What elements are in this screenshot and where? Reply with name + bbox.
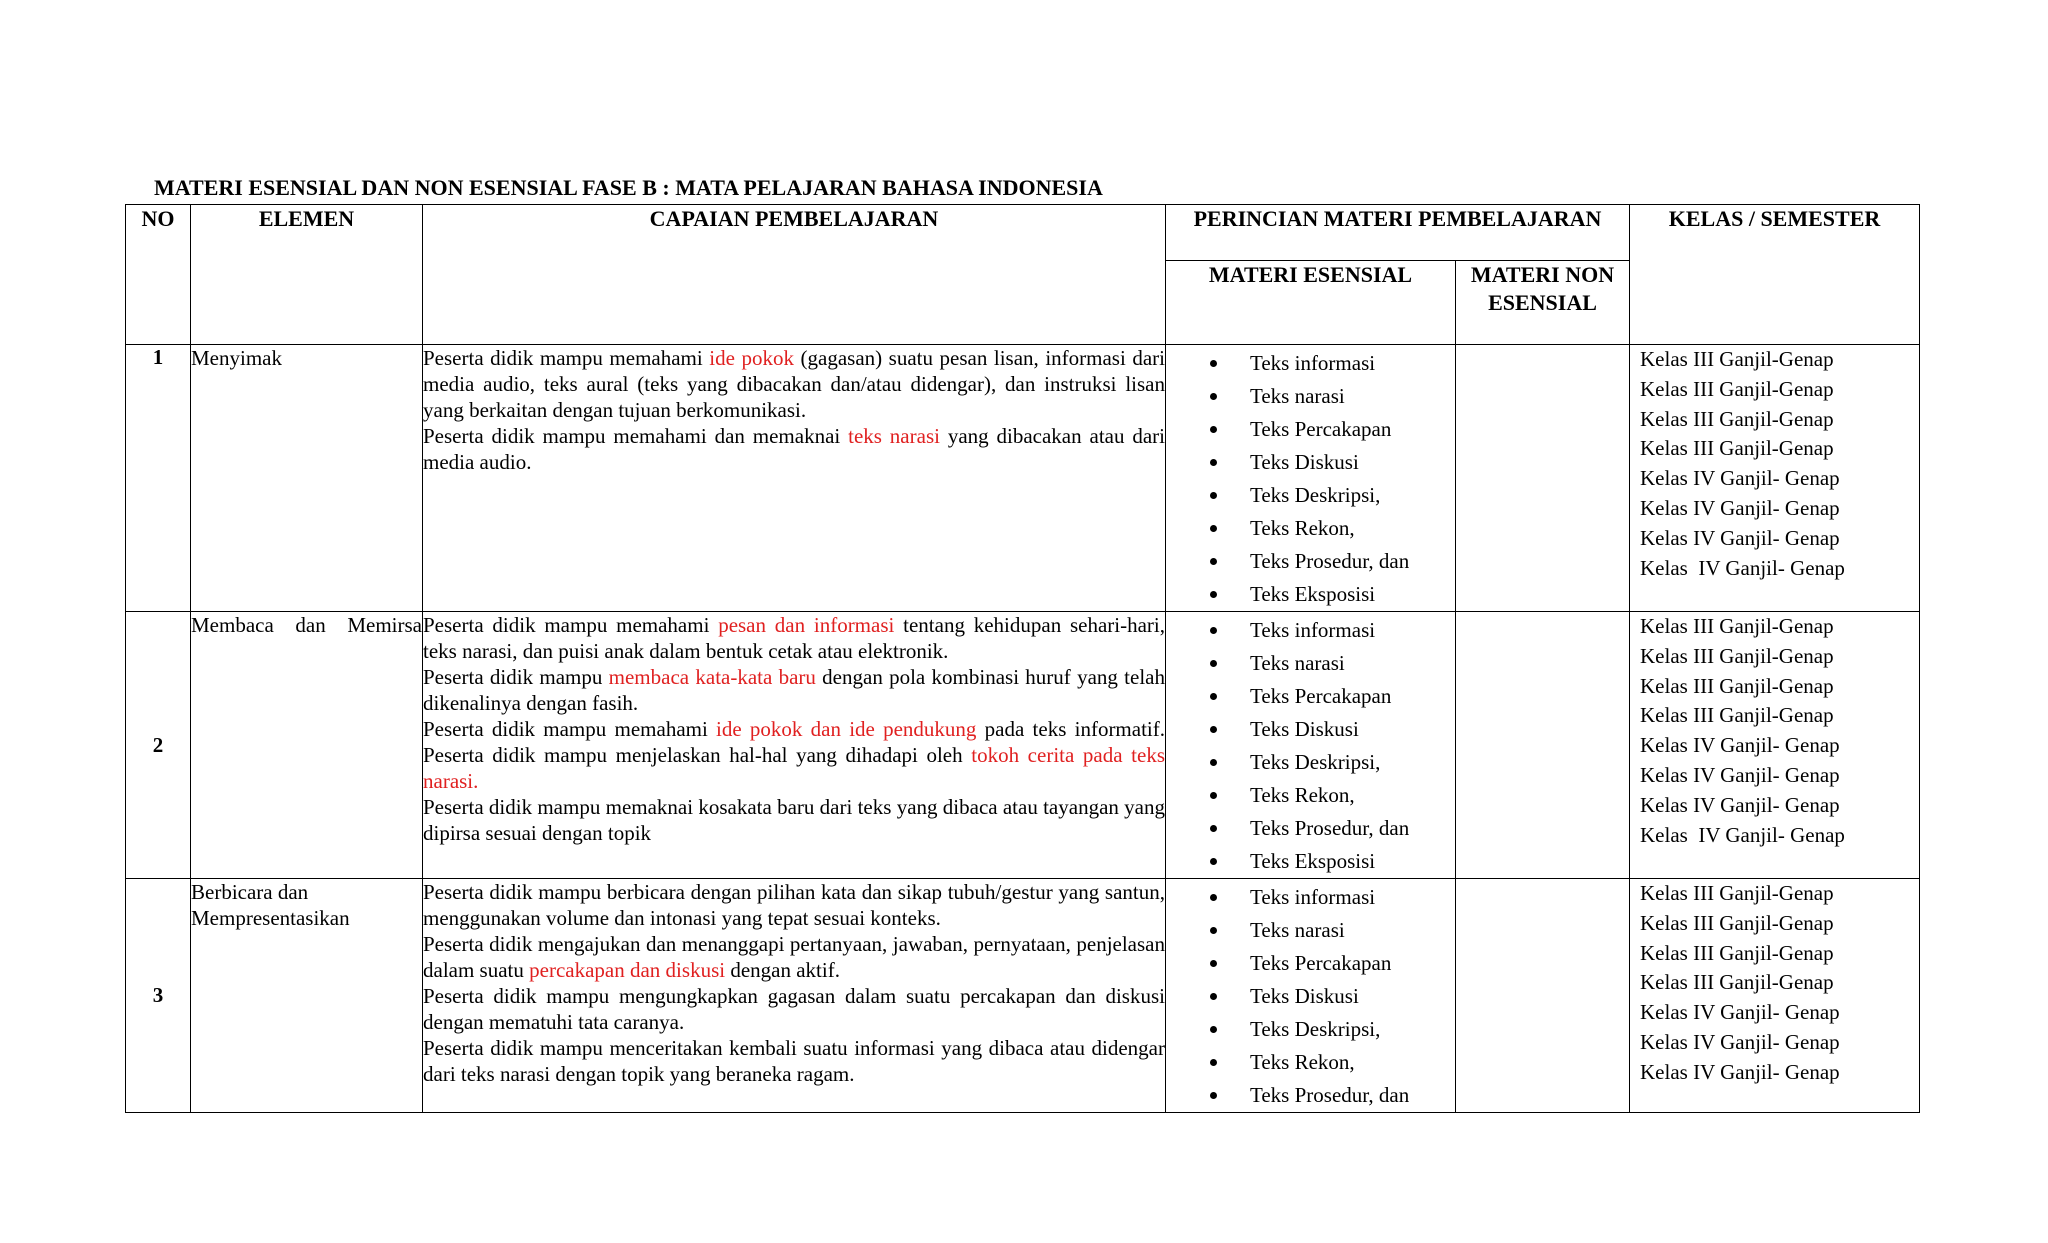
capaian-paragraph — [423, 423, 1165, 475]
materi-label: Teks Diskusi — [1250, 717, 1359, 741]
materi-label: Teks Deskripsi, — [1250, 1017, 1381, 1041]
bullet-icon — [1210, 693, 1217, 700]
highlighted-phrase: membaca kata-kata baru — [608, 665, 816, 689]
materi-label: Teks informasi — [1250, 351, 1376, 375]
list-item — [1166, 947, 1455, 980]
capaian-text: dengan pola kombinasi huruf yang telah dikenalinya dengan fasih. — [423, 665, 1165, 715]
table-body — [126, 345, 1920, 1113]
capaian-paragraph — [423, 794, 1165, 846]
capaian-text: Peserta didik mampu memahami — [423, 346, 710, 370]
capaian-text: pada teks informatif. Peserta didik mampu menjelaskan hal-hal yang dihadapi oleh — [423, 717, 1165, 767]
materi-label: Teks Deskripsi, — [1250, 483, 1381, 507]
list-item — [1166, 812, 1455, 845]
materi-esensial-cell — [1166, 879, 1456, 1113]
capaian-text: Peserta didik mampu memahami — [423, 613, 719, 637]
materi-label: Teks informasi — [1250, 885, 1376, 909]
elemen-cell — [191, 879, 423, 1113]
list-item — [1166, 545, 1455, 578]
bullet-icon — [1210, 492, 1217, 499]
materi-label: Teks Eksposisi — [1250, 849, 1376, 873]
kelas-item: Kelas III Ganjil-Genap — [1640, 347, 1834, 371]
list-item — [1166, 914, 1455, 947]
kelas-item: Kelas IV Ganjil- Genap — [1640, 822, 1845, 847]
capaian-paragraph — [423, 716, 1165, 794]
list-item — [1166, 1013, 1455, 1046]
list-item — [1166, 578, 1455, 611]
list-item — [1166, 380, 1455, 413]
materi-label: Teks Diskusi — [1250, 450, 1359, 474]
kelas-item: Kelas III Ganjil-Genap — [1640, 436, 1834, 461]
header-elemen: ELEMEN — [191, 205, 423, 345]
capaian-text: (gagasan) suatu pesan lisan, informasi dari media audio, teks aural (teks yang dibacakan dan/atau didengar), dan instruksi lisan yang berkaitan dengan tujuan berkomunikasi. — [423, 346, 1166, 422]
materi-non-esensial-cell — [1456, 345, 1630, 612]
list-item — [1166, 713, 1455, 746]
bullet-icon — [1210, 792, 1217, 799]
materi-label: Teks Prosedur, dan — [1250, 549, 1410, 573]
kelas-cell — [1630, 345, 1920, 612]
header-perincian: PERINCIAN MATERI PEMBELAJARAN — [1166, 205, 1630, 261]
materi-label: Teks Deskripsi, — [1250, 750, 1381, 774]
capaian-paragraph — [423, 931, 1165, 983]
header-capaian: CAPAIAN PEMBELAJARAN — [423, 205, 1166, 345]
materi-label: Teks narasi — [1250, 918, 1345, 942]
kelas-item: Kelas III Ganjil-Genap — [1640, 614, 1834, 638]
capaian-paragraph — [423, 345, 1165, 423]
kelas-item: Kelas IV Ganjil- Genap — [1640, 1059, 1840, 1084]
list-item — [1166, 446, 1455, 479]
list-item — [1166, 779, 1455, 812]
kelas-item: Kelas IV Ganjil- Genap — [1640, 1029, 1840, 1054]
bullet-icon — [1210, 591, 1217, 598]
list-item — [1166, 647, 1455, 680]
bullet-icon — [1210, 858, 1217, 865]
kelas-item: Kelas III Ganjil-Genap — [1640, 940, 1834, 965]
kelas-item: Kelas IV Ganjil- Genap — [1640, 792, 1840, 817]
materi-label: Teks Prosedur, dan — [1250, 1083, 1410, 1107]
highlighted-phrase: pesan dan informasi — [718, 613, 895, 637]
row-number: 2 — [126, 612, 191, 879]
table-header — [126, 205, 1920, 345]
materi-label: Teks Percakapan — [1250, 417, 1392, 441]
capaian-text: yang dibacakan atau dari media audio. — [423, 424, 1165, 474]
header-kelas: KELAS / SEMESTER — [1630, 205, 1920, 345]
materi-label: Teks Diskusi — [1250, 984, 1359, 1008]
capaian-text: Peserta didik mampu berbicara dengan pilihan kata dan sikap tubuh/gestur yang santun, menggunakan volume dan intonasi yang tepat sesuai konteks. — [423, 880, 1165, 930]
header-materi-non-esensial: MATERI NON ESENSIAL — [1456, 261, 1630, 345]
materi-label: Teks Rekon, — [1250, 783, 1355, 807]
bullet-icon — [1210, 660, 1217, 667]
list-item — [1166, 980, 1455, 1013]
materi-esensial-cell — [1166, 612, 1456, 879]
kelas-item: Kelas III Ganjil-Genap — [1640, 643, 1834, 668]
capaian-text: dengan aktif. — [725, 958, 840, 982]
materi-label: Teks Eksposisi — [1250, 582, 1376, 606]
capaian-paragraph — [423, 983, 1165, 1035]
kelas-item: Kelas IV Ganjil- Genap — [1640, 466, 1840, 491]
kelas-cell — [1630, 612, 1920, 879]
highlighted-phrase: ide pokok — [709, 346, 794, 370]
kelas-item: Kelas III Ganjil-Genap — [1640, 970, 1834, 995]
kelas-item: Kelas III Ganjil-Genap — [1640, 703, 1834, 728]
capaian-cell — [423, 879, 1166, 1113]
highlighted-phrase: percakapan dan diskusi — [529, 958, 726, 982]
bullet-icon — [1210, 627, 1217, 634]
list-item — [1166, 512, 1455, 545]
elemen-cell — [191, 345, 423, 612]
elemen-text: Berbicara dan Mempresentasikan — [191, 880, 350, 930]
highlighted-phrase: tokoh cerita pada teks narasi. — [423, 743, 1165, 793]
bullet-icon — [1210, 927, 1217, 934]
kelas-item: Kelas IV Ganjil- Genap — [1640, 733, 1840, 758]
kelas-item: Kelas IV Ganjil- Genap — [1640, 762, 1840, 787]
bullet-icon — [1210, 360, 1217, 367]
list-item — [1166, 881, 1455, 914]
list-item — [1166, 845, 1455, 878]
bullet-icon — [1210, 1026, 1217, 1033]
capaian-cell — [423, 345, 1166, 612]
bullet-icon — [1210, 393, 1217, 400]
capaian-paragraph — [423, 612, 1165, 664]
kelas-item: Kelas IV Ganjil- Genap — [1640, 495, 1840, 520]
materi-label: Teks narasi — [1250, 384, 1345, 408]
list-item — [1166, 413, 1455, 446]
list-item — [1166, 746, 1455, 779]
materi-label: Teks narasi — [1250, 651, 1345, 675]
bullet-icon — [1210, 759, 1217, 766]
capaian-text: Peserta didik mampu memahami — [423, 717, 717, 741]
capaian-text: Peserta didik mampu memahami dan memaknai — [423, 424, 849, 448]
capaian-text: tentang kehidupan sehari-hari, teks narasi, dan puisi anak dalam bentuk cetak atau elektronik. — [423, 613, 1165, 663]
capaian-paragraph — [423, 1035, 1165, 1087]
page-title: MATERI ESENSIAL DAN NON ESENSIAL FASE B : MATA PELAJARAN BAHASA INDONESIA — [154, 175, 1103, 200]
capaian-paragraph — [423, 879, 1165, 931]
materi-label: Teks informasi — [1250, 618, 1376, 642]
list-item — [1166, 1079, 1455, 1112]
capaian-text: Peserta didik mengajukan dan menanggapi pertanyaan, jawaban, pernyataan, penjelasan dalam suatu — [423, 932, 1165, 982]
kelas-item: Kelas IV Ganjil- Genap — [1640, 525, 1840, 550]
capaian-cell — [423, 612, 1166, 879]
header-no: NO — [126, 205, 191, 345]
table-row — [126, 879, 1920, 1113]
elemen-text: Membaca dan Memirsa — [191, 613, 422, 637]
kelas-item: Kelas III Ganjil-Genap — [1640, 376, 1834, 401]
kelas-cell — [1630, 879, 1920, 1113]
materi-label: Teks Percakapan — [1250, 951, 1392, 975]
bullet-icon — [1210, 558, 1217, 565]
highlighted-phrase: teks narasi — [848, 424, 940, 448]
materi-non-esensial-cell — [1456, 879, 1630, 1113]
list-item — [1166, 680, 1455, 713]
elemen-cell — [191, 612, 423, 879]
capaian-paragraph — [423, 664, 1165, 716]
kelas-item: Kelas IV Ganjil- Genap — [1640, 555, 1845, 580]
kelas-item: Kelas III Ganjil-Genap — [1640, 881, 1834, 905]
bullet-icon — [1210, 726, 1217, 733]
bullet-icon — [1210, 1092, 1217, 1099]
list-item — [1166, 1046, 1455, 1079]
list-item — [1166, 614, 1455, 647]
table-row — [126, 345, 1920, 612]
capaian-text: Peserta didik mampu — [423, 665, 609, 689]
materi-non-esensial-cell — [1456, 612, 1630, 879]
bullet-icon — [1210, 894, 1217, 901]
capaian-text: Peserta didik mampu menceritakan kembali suatu informasi yang dibaca atau didengar dari teks narasi dengan topik yang beraneka ragam. — [423, 1036, 1165, 1086]
bullet-icon — [1210, 1059, 1217, 1066]
elemen-text: Menyimak — [191, 346, 282, 370]
row-number: 1 — [126, 345, 191, 612]
bullet-icon — [1210, 525, 1217, 532]
capaian-text: Peserta didik mampu mengungkapkan gagasan dalam suatu percakapan dan diskusi dengan mematuhi tata caranya. — [423, 984, 1165, 1034]
list-item — [1166, 347, 1455, 380]
bullet-icon — [1210, 426, 1217, 433]
row-number: 3 — [126, 879, 191, 1113]
materi-label: Teks Percakapan — [1250, 684, 1392, 708]
list-item — [1166, 479, 1455, 512]
table-row — [126, 612, 1920, 879]
highlighted-phrase: ide pokok dan ide pendukung — [716, 717, 977, 741]
header-materi-esensial: MATERI ESENSIAL — [1166, 261, 1456, 345]
kelas-item: Kelas IV Ganjil- Genap — [1640, 1000, 1840, 1025]
materi-esensial-cell — [1166, 345, 1456, 612]
bullet-icon — [1210, 459, 1217, 466]
materi-label: Teks Rekon, — [1250, 1050, 1355, 1074]
materi-table — [125, 204, 1920, 1113]
kelas-item: Kelas III Ganjil-Genap — [1640, 673, 1834, 698]
materi-label: Teks Rekon, — [1250, 516, 1355, 540]
bullet-icon — [1210, 825, 1217, 832]
kelas-item: Kelas III Ganjil-Genap — [1640, 406, 1834, 431]
kelas-item: Kelas III Ganjil-Genap — [1640, 910, 1834, 935]
bullet-icon — [1210, 960, 1217, 967]
capaian-text: Peserta didik mampu memaknai kosakata baru dari teks yang dibaca atau tayangan yang dipirsa sesuai dengan topik — [423, 795, 1165, 845]
bullet-icon — [1210, 993, 1217, 1000]
materi-label: Teks Prosedur, dan — [1250, 816, 1410, 840]
